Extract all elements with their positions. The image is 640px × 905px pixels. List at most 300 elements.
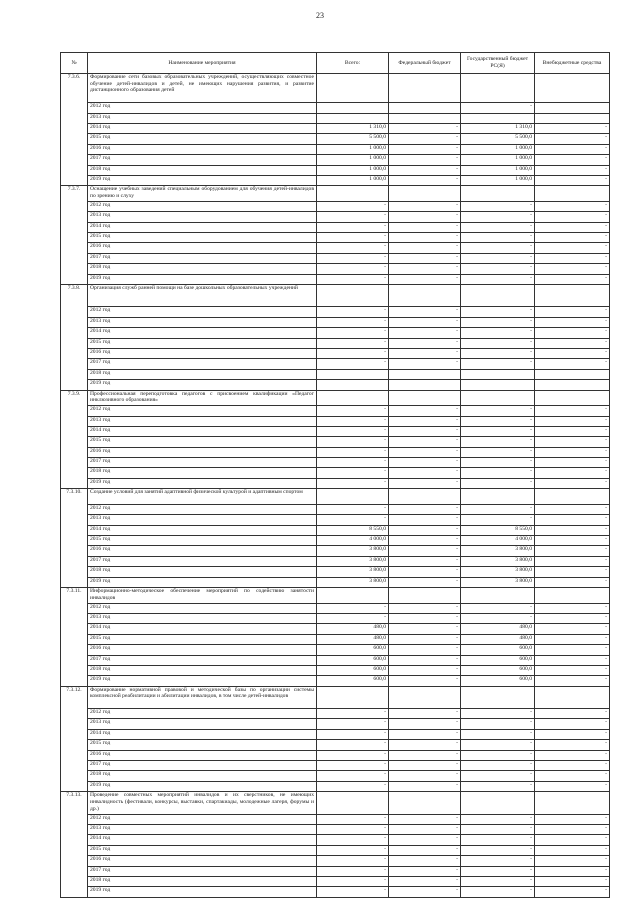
empty-cell <box>317 489 389 505</box>
state-cell: 600,0 <box>461 645 535 655</box>
empty-cell <box>389 390 461 406</box>
state-cell: - <box>461 416 535 426</box>
state-cell: - <box>461 709 535 719</box>
empty-cell <box>389 74 461 103</box>
table-row <box>61 222 610 232</box>
federal-cell: - <box>389 222 461 232</box>
federal-cell: - <box>389 645 461 655</box>
extra-cell: - <box>535 750 610 760</box>
year-cell: 2013 год <box>88 515 317 525</box>
extra-cell: - <box>535 567 610 577</box>
state-cell <box>461 380 535 390</box>
table-row <box>61 369 610 379</box>
federal-cell: - <box>389 447 461 457</box>
table-row <box>61 856 610 866</box>
year-cell: 2013 год <box>88 113 317 123</box>
state-cell: - <box>461 468 535 478</box>
federal-cell: - <box>389 825 461 835</box>
total-cell: - <box>317 887 389 897</box>
empty-cell <box>461 587 535 603</box>
state-cell: - <box>461 201 535 211</box>
state-cell: - <box>461 825 535 835</box>
federal-cell: - <box>389 525 461 535</box>
state-cell: - <box>461 437 535 447</box>
table-row <box>61 264 610 274</box>
table-row <box>61 866 610 876</box>
federal-cell: - <box>389 781 461 791</box>
year-cell: 2018 год <box>88 165 317 175</box>
extra-cell: - <box>535 887 610 897</box>
year-cell: 2019 год <box>88 577 317 587</box>
federal-cell: - <box>389 676 461 686</box>
federal-cell: - <box>389 233 461 243</box>
extra-cell <box>535 113 610 123</box>
section-title-row <box>61 285 610 307</box>
state-cell: 4 000,0 <box>461 536 535 546</box>
year-cell: 2012 год <box>88 814 317 824</box>
empty-cell <box>389 792 461 814</box>
year-cell: 2018 год <box>88 567 317 577</box>
extra-cell: - <box>535 406 610 416</box>
state-cell: - <box>461 426 535 436</box>
year-cell: 2012 год <box>88 406 317 416</box>
state-cell: - <box>461 307 535 317</box>
year-cell: 2019 год <box>88 274 317 284</box>
table-row <box>61 814 610 824</box>
header-federal: Федеральный бюджет <box>389 53 461 74</box>
section-title-row <box>61 686 610 708</box>
state-cell: - <box>461 243 535 253</box>
header-state: Государственный бюджет РС(Я) <box>461 53 535 74</box>
empty-cell <box>535 792 610 814</box>
empty-cell <box>317 285 389 307</box>
year-cell: 2013 год <box>88 613 317 623</box>
year-cell: 2014 год <box>88 624 317 634</box>
table-row <box>61 317 610 327</box>
table-row <box>61 103 610 113</box>
section-number: 7.3.13. <box>61 792 88 898</box>
total-cell: - <box>317 719 389 729</box>
extra-cell: - <box>535 264 610 274</box>
section-title: Информационно-методическое обеспечение мероприятий по содействию занятости инвалидов <box>88 587 317 603</box>
year-cell: 2015 год <box>88 845 317 855</box>
state-cell: 1 310,0 <box>461 123 535 133</box>
section-number: 7.3.8. <box>61 285 88 391</box>
year-cell: 2012 год <box>88 307 317 317</box>
empty-cell <box>389 285 461 307</box>
state-cell: 8 550,0 <box>461 525 535 535</box>
total-cell: - <box>317 761 389 771</box>
table-row <box>61 887 610 897</box>
year-cell: 2012 год <box>88 504 317 514</box>
state-cell: 3 800,0 <box>461 567 535 577</box>
section-title-row <box>61 390 610 406</box>
federal-cell: - <box>389 835 461 845</box>
extra-cell: - <box>535 771 610 781</box>
federal-cell: - <box>389 359 461 369</box>
year-cell: 2014 год <box>88 729 317 739</box>
year-cell: 2012 год <box>88 709 317 719</box>
year-cell: 2014 год <box>88 835 317 845</box>
year-cell: 2017 год <box>88 253 317 263</box>
state-cell: 600,0 <box>461 676 535 686</box>
table-row <box>61 212 610 222</box>
year-cell: 2016 год <box>88 856 317 866</box>
state-cell: 1 000,0 <box>461 165 535 175</box>
state-cell: - <box>461 866 535 876</box>
total-cell: 600,0 <box>317 655 389 665</box>
federal-cell: - <box>389 740 461 750</box>
header-num: № <box>61 53 88 74</box>
section-title: Проведение совместных мероприятий инвалидов и их сверстников, не имеющих инвалидность (фестивали, конкурсы, выставки, спартакиады, молодежные лагеря, форумы и др.) <box>88 792 317 814</box>
section-number: 7.3.11. <box>61 587 88 686</box>
federal-cell: - <box>389 155 461 165</box>
total-cell: 5 500,0 <box>317 134 389 144</box>
table-row <box>61 750 610 760</box>
total-cell: - <box>317 781 389 791</box>
empty-cell <box>317 792 389 814</box>
total-cell: - <box>317 212 389 222</box>
empty-cell <box>535 390 610 406</box>
total-cell: - <box>317 835 389 845</box>
header-name: Наименование мероприятия <box>88 53 317 74</box>
state-cell: - <box>461 253 535 263</box>
extra-cell: - <box>535 338 610 348</box>
state-cell: - <box>461 103 535 113</box>
state-cell: 3 800,0 <box>461 577 535 587</box>
total-cell: - <box>317 328 389 338</box>
federal-cell: - <box>389 504 461 514</box>
state-cell: 5 500,0 <box>461 134 535 144</box>
table-row <box>61 719 610 729</box>
total-cell: - <box>317 437 389 447</box>
section-title: Организация служб ранней помощи на базе дошкольных образовательных учреждений <box>88 285 317 307</box>
empty-cell <box>389 587 461 603</box>
year-cell: 2018 год <box>88 369 317 379</box>
page-number: 23 <box>316 11 324 20</box>
extra-cell: - <box>535 525 610 535</box>
year-cell: 2018 год <box>88 876 317 886</box>
table-row <box>61 134 610 144</box>
total-cell: - <box>317 253 389 263</box>
section-title: Оснащение учебных заведений специальным оборудованием для обучения детей-инвалидов по зрению и слуху <box>88 186 317 202</box>
extra-cell: - <box>535 866 610 876</box>
total-cell: 1 000,0 <box>317 165 389 175</box>
table-row <box>61 613 610 623</box>
extra-cell: - <box>535 729 610 739</box>
table-row <box>61 645 610 655</box>
extra-cell: - <box>535 478 610 488</box>
table-row <box>61 676 610 686</box>
state-cell: - <box>461 359 535 369</box>
total-cell: 3 800,0 <box>317 567 389 577</box>
total-cell: - <box>317 845 389 855</box>
federal-cell: - <box>389 274 461 284</box>
state-cell: - <box>461 274 535 284</box>
state-cell: 1 000,0 <box>461 144 535 154</box>
table-row <box>61 536 610 546</box>
federal-cell: - <box>389 814 461 824</box>
empty-cell <box>535 186 610 202</box>
extra-cell: - <box>535 645 610 655</box>
empty-cell <box>535 74 610 103</box>
state-cell: - <box>461 876 535 886</box>
table-header-row <box>61 53 610 74</box>
extra-cell: - <box>535 556 610 566</box>
total-cell: - <box>317 307 389 317</box>
section-title: Формирование нормативной правовой и методической базы по организации системы комплексной реабилитации и абилитации инвалидов, в том числе детей-инвалидов <box>88 686 317 708</box>
table-row <box>61 416 610 426</box>
federal-cell: - <box>389 264 461 274</box>
extra-cell: - <box>535 761 610 771</box>
empty-cell <box>535 285 610 307</box>
extra-cell: - <box>535 274 610 284</box>
extra-cell: - <box>535 665 610 675</box>
federal-cell: - <box>389 719 461 729</box>
extra-cell: - <box>535 577 610 587</box>
extra-cell: - <box>535 165 610 175</box>
table-row <box>61 556 610 566</box>
federal-cell <box>389 380 461 390</box>
federal-cell: - <box>389 165 461 175</box>
federal-cell: - <box>389 175 461 185</box>
total-cell: - <box>317 504 389 514</box>
total-cell: 8 550,0 <box>317 525 389 535</box>
extra-cell: - <box>535 515 610 525</box>
extra-cell: - <box>535 212 610 222</box>
federal-cell: - <box>389 328 461 338</box>
total-cell: 3 800,0 <box>317 556 389 566</box>
extra-cell: - <box>535 317 610 327</box>
state-cell: - <box>461 212 535 222</box>
total-cell: - <box>317 233 389 243</box>
year-cell: 2015 год <box>88 233 317 243</box>
total-cell: - <box>317 274 389 284</box>
total-cell: - <box>317 613 389 623</box>
federal-cell: - <box>389 556 461 566</box>
year-cell: 2015 год <box>88 536 317 546</box>
year-cell: 2018 год <box>88 771 317 781</box>
state-cell: 1 000,0 <box>461 175 535 185</box>
section-title: Создание условий для занятий адаптивной физической культурой и адаптивным спортом <box>88 489 317 505</box>
extra-cell: - <box>535 416 610 426</box>
extra-cell: - <box>535 845 610 855</box>
table-row <box>61 233 610 243</box>
state-cell: 3 800,0 <box>461 556 535 566</box>
extra-cell: - <box>535 603 610 613</box>
state-cell: - <box>461 447 535 457</box>
table-row <box>61 380 610 390</box>
extra-cell: - <box>535 856 610 866</box>
empty-cell <box>461 285 535 307</box>
table-row <box>61 876 610 886</box>
total-cell: - <box>317 876 389 886</box>
state-cell: - <box>461 233 535 243</box>
state-cell: - <box>461 458 535 468</box>
year-cell: 2013 год <box>88 212 317 222</box>
total-cell: 480,0 <box>317 624 389 634</box>
state-cell: - <box>461 887 535 897</box>
section-number: 7.3.12. <box>61 686 88 792</box>
table-row <box>61 665 610 675</box>
extra-cell: - <box>535 468 610 478</box>
federal-cell: - <box>389 709 461 719</box>
federal-cell: - <box>389 603 461 613</box>
year-cell: 2014 год <box>88 123 317 133</box>
year-cell: 2012 год <box>88 103 317 113</box>
table-row <box>61 348 610 358</box>
year-cell: 2017 год <box>88 761 317 771</box>
federal-cell <box>389 103 461 113</box>
state-cell: - <box>461 781 535 791</box>
year-cell: 2016 год <box>88 348 317 358</box>
section-number: 7.3.6. <box>61 74 88 186</box>
table-row <box>61 447 610 457</box>
state-cell <box>461 369 535 379</box>
extra-cell: - <box>535 222 610 232</box>
empty-cell <box>461 390 535 406</box>
state-cell: 3 800,0 <box>461 546 535 556</box>
year-cell: 2018 год <box>88 468 317 478</box>
year-cell: 2012 год <box>88 201 317 211</box>
state-cell: - <box>461 222 535 232</box>
year-cell: 2019 год <box>88 781 317 791</box>
total-cell: - <box>317 264 389 274</box>
extra-cell: - <box>535 709 610 719</box>
federal-cell: - <box>389 243 461 253</box>
table-row <box>61 525 610 535</box>
year-cell: 2019 год <box>88 175 317 185</box>
total-cell: - <box>317 478 389 488</box>
year-cell: 2013 год <box>88 317 317 327</box>
empty-cell <box>461 489 535 505</box>
section-number: 7.3.9. <box>61 390 88 489</box>
empty-cell <box>461 792 535 814</box>
state-cell: 1 000,0 <box>461 155 535 165</box>
year-cell: 2015 год <box>88 338 317 348</box>
federal-cell: - <box>389 845 461 855</box>
header-total: Всего: <box>317 53 389 74</box>
federal-cell: - <box>389 887 461 897</box>
year-cell: 2019 год <box>88 887 317 897</box>
extra-cell <box>535 369 610 379</box>
federal-cell: - <box>389 416 461 426</box>
total-cell: 600,0 <box>317 645 389 655</box>
table-row <box>61 729 610 739</box>
extra-cell: - <box>535 359 610 369</box>
empty-cell <box>317 390 389 406</box>
state-cell <box>461 113 535 123</box>
federal-cell: - <box>389 212 461 222</box>
total-cell: 600,0 <box>317 676 389 686</box>
year-cell: 2017 год <box>88 155 317 165</box>
federal-cell: - <box>389 426 461 436</box>
table-row <box>61 771 610 781</box>
section-title: Формирование сети базовых образовательных учреждений, осуществляющих совместное обучение детей-инвалидов и детей, не имеющих нарушения развития, и развитие дистанционного образования детей <box>88 74 317 103</box>
section-title-row <box>61 489 610 505</box>
total-cell: 1 000,0 <box>317 144 389 154</box>
extra-cell: - <box>535 447 610 457</box>
total-cell: - <box>317 338 389 348</box>
extra-cell: - <box>535 634 610 644</box>
federal-cell: - <box>389 338 461 348</box>
total-cell: 600,0 <box>317 665 389 675</box>
federal-cell: - <box>389 876 461 886</box>
year-cell: 2013 год <box>88 719 317 729</box>
extra-cell: - <box>535 123 610 133</box>
total-cell: - <box>317 359 389 369</box>
state-cell: - <box>461 719 535 729</box>
state-cell: - <box>461 613 535 623</box>
total-cell: - <box>317 222 389 232</box>
empty-cell <box>317 587 389 603</box>
year-cell: 2019 год <box>88 676 317 686</box>
empty-cell <box>535 686 610 708</box>
federal-cell: - <box>389 253 461 263</box>
federal-cell <box>389 113 461 123</box>
federal-cell: - <box>389 348 461 358</box>
year-cell: 2016 год <box>88 243 317 253</box>
extra-cell: - <box>535 328 610 338</box>
year-cell: 2019 год <box>88 478 317 488</box>
table-row <box>61 307 610 317</box>
total-cell: - <box>317 348 389 358</box>
header-extra: Внебюджетные средства <box>535 53 610 74</box>
federal-cell: - <box>389 750 461 760</box>
table-row <box>61 634 610 644</box>
year-cell: 2018 год <box>88 665 317 675</box>
federal-cell: - <box>389 655 461 665</box>
state-cell: - <box>461 348 535 358</box>
table-row <box>61 113 610 123</box>
state-cell: - <box>461 814 535 824</box>
table-row <box>61 835 610 845</box>
state-cell: - <box>461 504 535 514</box>
year-cell: 2015 год <box>88 134 317 144</box>
state-cell: - <box>461 338 535 348</box>
budget-table <box>60 52 610 898</box>
table-row <box>61 328 610 338</box>
extra-cell: - <box>535 676 610 686</box>
table-row <box>61 458 610 468</box>
total-cell: - <box>317 866 389 876</box>
year-cell: 2016 год <box>88 750 317 760</box>
federal-cell: - <box>389 437 461 447</box>
total-cell: - <box>317 447 389 457</box>
state-cell: - <box>461 856 535 866</box>
year-cell: 2017 год <box>88 655 317 665</box>
table-row <box>61 243 610 253</box>
table-row <box>61 274 610 284</box>
state-cell: - <box>461 740 535 750</box>
table-row <box>61 761 610 771</box>
extra-cell: - <box>535 546 610 556</box>
extra-cell: - <box>535 144 610 154</box>
extra-cell: - <box>535 536 610 546</box>
table-row <box>61 504 610 514</box>
year-cell: 2014 год <box>88 426 317 436</box>
table-row <box>61 740 610 750</box>
federal-cell: - <box>389 134 461 144</box>
empty-cell <box>461 186 535 202</box>
federal-cell: - <box>389 515 461 525</box>
extra-cell: - <box>535 201 610 211</box>
federal-cell: - <box>389 771 461 781</box>
federal-cell: - <box>389 546 461 556</box>
year-cell: 2016 год <box>88 144 317 154</box>
table-row <box>61 155 610 165</box>
year-cell: 2015 год <box>88 437 317 447</box>
